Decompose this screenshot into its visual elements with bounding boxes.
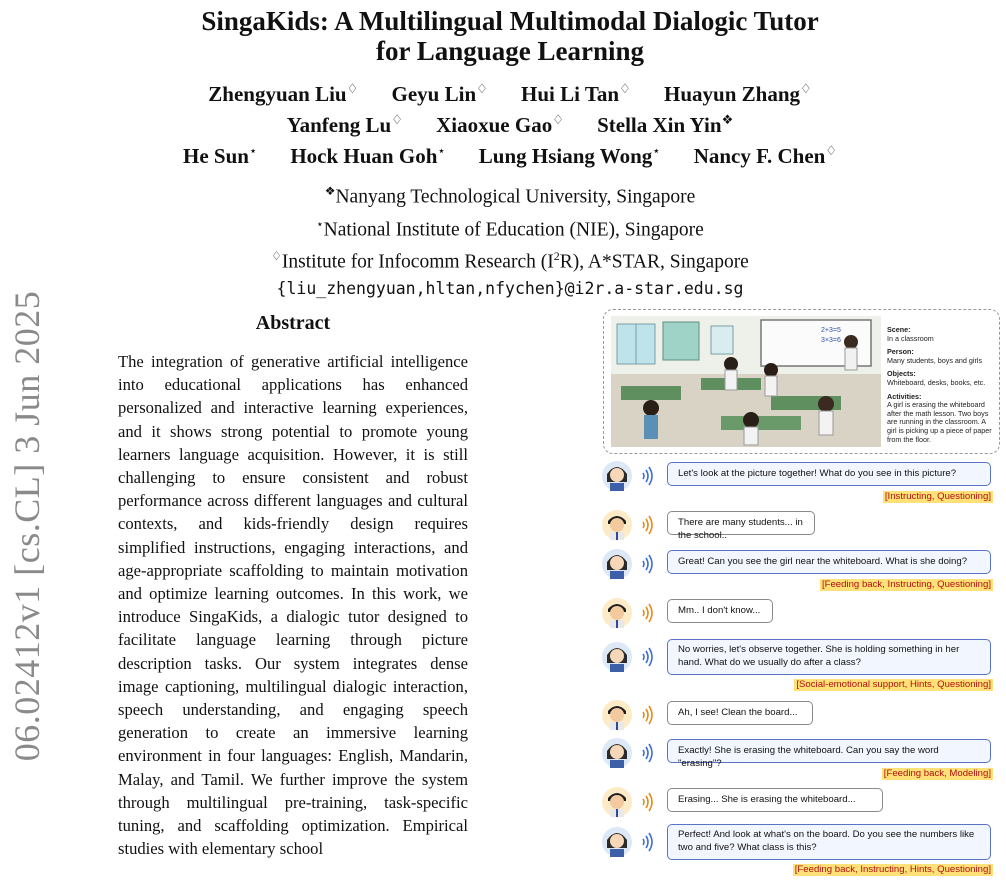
sound-wave-icon[interactable] bbox=[641, 554, 655, 574]
author: Lung Hsiang Wong⋆ bbox=[478, 143, 661, 168]
board-equation-1: 2+3=5 bbox=[821, 327, 841, 334]
dialogue-turn-kid bbox=[601, 509, 993, 543]
abstract-heading: Abstract bbox=[255, 312, 331, 334]
author: Nancy F. Chen♢ bbox=[693, 143, 838, 168]
abstract-text: The integration of generative artificial intelligence into educational applications has enhanced personalized and interactive learning experiences, and it shows strong potential to promote young learners language acquisition. However, it is still challenging to ensure consistent and robust performance across different languages and cultural contexts, and kids-friendly design requires simplified instructions, engaging interactions, and age-appropriate scaffolding to maintain motivation and optimize learning outcomes. In this work, we introduce SingaKids, a dialogic tutor designed to facilitate language learning through picture description tasks. Our system integrates dense image captioning, multilingual dialogic interaction, speech understanding, and engaging speech generation to create an immersive learning environment in four languages: English, Mandarin, Malay, and Tamil. We further improve the system through multilingual pre-training, task-specific tuning, and scaffolding optimization. Empirical studies with elementary school bbox=[118, 352, 468, 859]
author-row-3 bbox=[150, 138, 870, 169]
objects-value: Whiteboard, desks, books, etc. bbox=[887, 377, 986, 387]
tutor-avatar-icon bbox=[601, 641, 633, 673]
pedagogy-tag: [Feeding back, Instructing, Hints, Questioning] bbox=[794, 864, 991, 875]
tutor-avatar-icon bbox=[601, 460, 633, 492]
tutor-message: No worries, let's observe together. She is holding something in her hand. What do we usually do after a class? bbox=[667, 639, 991, 675]
sound-wave-icon[interactable] bbox=[641, 466, 655, 486]
author: Yanfeng Lu♢ bbox=[286, 112, 403, 137]
kid-message: Erasing... She is erasing the whiteboard... bbox=[667, 788, 883, 812]
pedagogy-tag: [Instructing, Questioning] bbox=[884, 491, 991, 502]
affiliation-nie: ⋆National Institute of Education (NIE), Singapore bbox=[316, 216, 704, 240]
dialogue-turn-tutor bbox=[601, 637, 993, 695]
dialogue-turn-tutor bbox=[601, 548, 993, 596]
tutor-message: Perfect! And look at what's on the board. Do you see the numbers like two and five? What class is this? bbox=[667, 824, 991, 860]
tutor-avatar-icon bbox=[601, 826, 633, 858]
arxiv-identifier-stamp: 06.02412v1 [cs.CL] 3 Jun 2025 bbox=[7, 290, 47, 762]
dialogue-turn-tutor bbox=[601, 822, 993, 882]
paper-title bbox=[150, 6, 870, 66]
tutor-message: Let's look at the picture together! What do you see in this picture? bbox=[667, 462, 991, 486]
sound-wave-icon[interactable] bbox=[641, 647, 655, 667]
person-value: Many students, boys and girls bbox=[887, 355, 983, 365]
author: Zhengyuan Liu♢ bbox=[208, 81, 359, 106]
contact-email[interactable]: {liu_zhengyuan,hltan,nfychen}@i2r.a-star.edu.sg bbox=[276, 278, 744, 298]
sound-wave-icon[interactable] bbox=[641, 743, 655, 763]
kid-avatar-icon bbox=[601, 509, 633, 541]
author: Hock Huan Goh⋆ bbox=[290, 143, 446, 168]
person-label: Person: bbox=[887, 347, 914, 357]
board-equation-2: 3×3=6 bbox=[821, 337, 841, 344]
classroom-illustration bbox=[611, 316, 881, 447]
sound-wave-icon[interactable] bbox=[641, 705, 655, 725]
dialogue-turn-tutor bbox=[601, 460, 993, 508]
author: Xiaoxue Gao♢ bbox=[436, 112, 564, 137]
sound-wave-icon[interactable] bbox=[641, 792, 655, 812]
kid-message: There are many students... in the school.. bbox=[667, 511, 815, 535]
affiliation-ntu: ❖Nanyang Technological University, Singapore bbox=[324, 184, 696, 208]
tutor-avatar-icon bbox=[601, 548, 633, 580]
tutor-avatar-icon bbox=[601, 737, 633, 769]
pedagogy-tag: [Social-emotional support, Hints, Questioning] bbox=[796, 679, 991, 690]
sound-wave-icon[interactable] bbox=[641, 515, 655, 535]
scene-label: Scene: bbox=[887, 325, 911, 334]
scene-value: In a classroom bbox=[887, 333, 934, 343]
pedagogy-tag: [Feeding back, Modeling] bbox=[883, 768, 991, 779]
sound-wave-icon[interactable] bbox=[641, 603, 655, 623]
pedagogy-tag: [Feeding back, Instructing, Questioning] bbox=[821, 579, 991, 590]
author-row-2 bbox=[150, 107, 870, 138]
scene-figure bbox=[603, 309, 1000, 454]
objects-label: Objects: bbox=[887, 369, 916, 379]
kid-message: Ah, I see! Clean the board... bbox=[667, 701, 813, 725]
tutor-message: Great! Can you see the girl near the whiteboard. What is she doing? bbox=[667, 550, 991, 574]
author-list bbox=[150, 76, 870, 169]
scene-caption bbox=[887, 326, 997, 449]
dialogue-turn-tutor bbox=[601, 737, 993, 785]
dialogue-turn-kid bbox=[601, 699, 993, 733]
dialogue-turn-kid bbox=[601, 786, 993, 820]
dialogue-turn-kid bbox=[601, 597, 993, 631]
author: Hui Li Tan♢ bbox=[521, 81, 631, 106]
title-line-2: for Language Learning bbox=[375, 36, 645, 66]
affiliation-i2r: ♢Institute for Infocomm Research $(I^2R)$, A*STAR, Singapore bbox=[271, 249, 749, 273]
affiliations bbox=[150, 178, 870, 302]
author: Geyu Lin♢ bbox=[391, 81, 488, 106]
author-row-1 bbox=[150, 76, 870, 107]
title-line-1: SingaKids: A Multilingual Multimodal Dialogic Tutor bbox=[201, 6, 819, 36]
kid-avatar-icon bbox=[601, 699, 633, 731]
author: Stella Xin Yin❖ bbox=[597, 112, 734, 137]
tutor-message: Exactly! She is erasing the whiteboard. Can you say the word "erasing"? bbox=[667, 739, 991, 763]
author: Huayun Zhang♢ bbox=[664, 81, 812, 106]
kid-avatar-icon bbox=[601, 597, 633, 629]
activities-value: A girl is erasing the whiteboard after the math lesson. Two boys are running in the classroom. A girl is picking up a piece of paper from the floor. bbox=[887, 400, 992, 444]
author: He Sun⋆ bbox=[182, 143, 258, 168]
activities-label: Activities: bbox=[887, 391, 922, 401]
kid-message: Mm.. I don't know... bbox=[667, 599, 773, 623]
sound-wave-icon[interactable] bbox=[641, 832, 655, 852]
kid-avatar-icon bbox=[601, 786, 633, 818]
